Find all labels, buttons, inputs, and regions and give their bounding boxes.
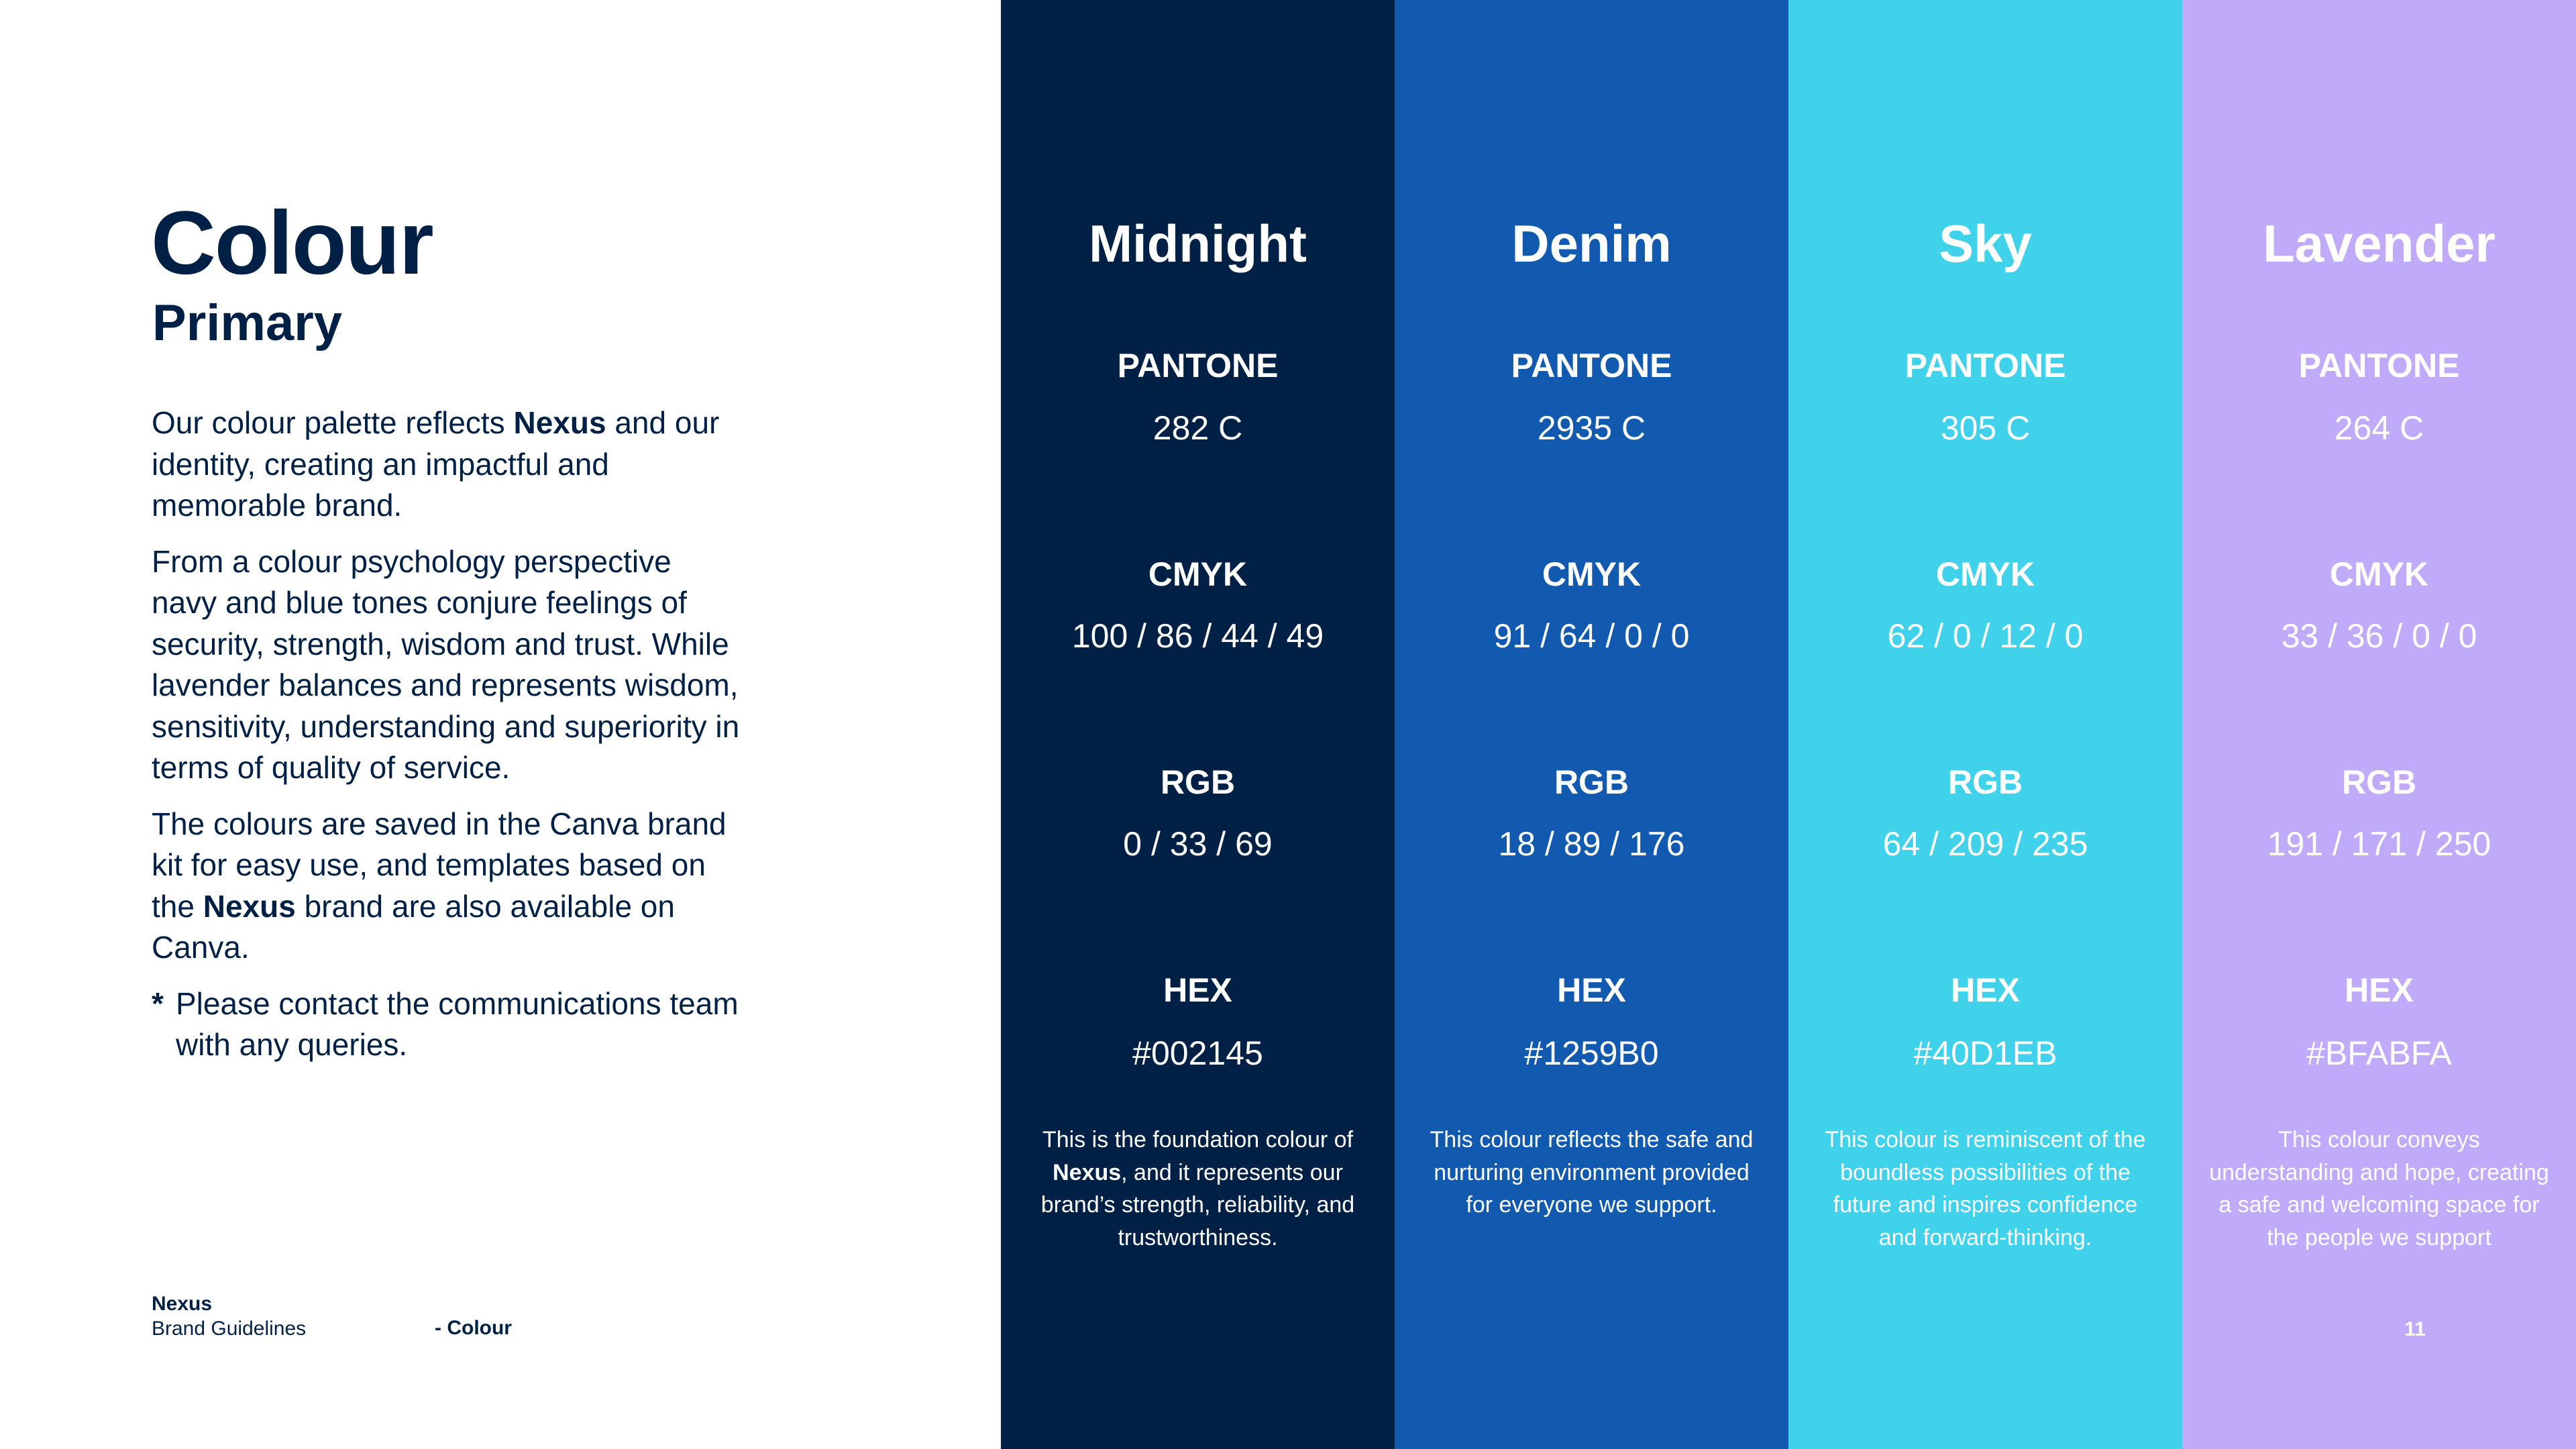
hex-label: HEX	[1557, 971, 1626, 1009]
rgb-value: 0 / 33 / 69	[1123, 825, 1273, 863]
cmyk-label: CMYK	[2329, 555, 2429, 593]
cmyk-label: CMYK	[1148, 555, 1248, 593]
footer-section-label: - Colour	[435, 1317, 512, 1339]
cmyk-value: 33 / 36 / 0 / 0	[2281, 617, 2477, 655]
pantone-label: PANTONE	[1117, 347, 1279, 384]
swatch-description	[1421, 1124, 1762, 1222]
intro-p1-start: Our colour palette reflects	[152, 405, 514, 440]
swatch-description	[1815, 1124, 2155, 1254]
swatch-description-brand: Nexus	[1053, 1159, 1122, 1185]
intro-panel	[0, 0, 1001, 1449]
page-subtitle: Primary	[152, 294, 343, 352]
hex-value: #BFABFA	[2306, 1034, 2452, 1072]
hex-value: #1259B0	[1524, 1034, 1659, 1072]
pantone-value: 2935 C	[1537, 409, 1646, 447]
swatch-description-end: , and it represents our brand’s strength, reliability, and trustworthiness.	[1040, 1159, 1355, 1250]
contact-note	[152, 983, 742, 1066]
rgb-label: RGB	[1160, 763, 1236, 801]
hex-label: HEX	[2345, 971, 2414, 1009]
swatch-denim	[1395, 0, 1788, 1449]
swatch-description-start: This colour reflects the safe and nurturing environment provided for everyone we support.	[1430, 1127, 1754, 1218]
cmyk-value: 62 / 0 / 12 / 0	[1887, 617, 2084, 655]
rgb-value: 64 / 209 / 235	[1882, 825, 2088, 863]
pantone-value: 282 C	[1152, 409, 1243, 447]
swatch-name: Midnight	[1089, 214, 1307, 273]
colour-swatches	[1001, 0, 2576, 1449]
hex-label: HEX	[1163, 971, 1232, 1009]
page-number: 11	[2404, 1318, 2426, 1340]
note-text: Please contact the communications team with any queries.	[176, 985, 739, 1062]
intro-p1-brand: Nexus	[513, 405, 606, 440]
rgb-label: RGB	[2341, 763, 2417, 801]
hex-label: HEX	[1951, 971, 2020, 1009]
footer-brand-subtitle: Brand Guidelines	[152, 1318, 307, 1340]
swatch-name: Denim	[1511, 214, 1672, 273]
swatch-description-start: This is the foundation colour of	[1042, 1127, 1354, 1152]
hex-value: #40D1EB	[1913, 1034, 2057, 1072]
swatch-name: Lavender	[2263, 214, 2496, 273]
pantone-value: 264 C	[2334, 409, 2424, 447]
rgb-value: 191 / 171 / 250	[2267, 825, 2491, 863]
pantone-label: PANTONE	[2298, 347, 2460, 384]
footer-brand-name: Nexus	[152, 1293, 213, 1315]
intro-paragraph-2: From a colour psychology perspective navy and blue tones conjure feelings of security, strength, wisdom and trust. While lavender balances and represents wisdom, sensitivity, understanding and superiority in terms of quality of service.	[152, 543, 740, 785]
intro-p3-brand: Nexus	[203, 888, 296, 924]
cmyk-value: 100 / 86 / 44 / 49	[1071, 617, 1324, 655]
intro-text	[152, 402, 742, 1066]
swatch-name: Sky	[1939, 214, 2032, 273]
swatch-lavender	[2182, 0, 2576, 1449]
footer-brand	[152, 1291, 306, 1341]
pantone-label: PANTONE	[1904, 347, 2066, 384]
intro-p3-end: brand are also available on Canva.	[152, 888, 675, 965]
pantone-value: 305 C	[1940, 409, 2031, 447]
swatch-sky	[1788, 0, 2182, 1449]
swatch-description-start: This colour conveys understanding and hope, creating a safe and welcoming space for the people we support	[2209, 1127, 2549, 1250]
page-title: Colour	[151, 193, 433, 293]
intro-paragraph-1	[152, 402, 742, 527]
note-asterisk: *	[152, 985, 164, 1021]
swatch-description	[1028, 1124, 1368, 1254]
rgb-label: RGB	[1554, 763, 1629, 801]
intro-p1-end: and our identity, creating an impactful and memorable brand.	[152, 405, 720, 523]
swatch-description-start: This colour is reminiscent of the boundless possibilities of the future and inspires confidence and forward-thinking.	[1825, 1127, 2146, 1250]
pantone-label: PANTONE	[1511, 347, 1672, 384]
cmyk-label: CMYK	[1542, 555, 1642, 593]
swatch-description	[2209, 1124, 2549, 1254]
swatch-midnight	[1001, 0, 1395, 1449]
hex-value: #002145	[1132, 1034, 1263, 1072]
cmyk-value: 91 / 64 / 0 / 0	[1493, 617, 1690, 655]
rgb-value: 18 / 89 / 176	[1498, 825, 1685, 863]
rgb-label: RGB	[1947, 763, 2023, 801]
intro-p3-start: The colours are saved in the Canva brand kit for easy use, and templates based on the	[152, 806, 727, 924]
cmyk-label: CMYK	[1935, 555, 2035, 593]
intro-paragraph-3	[152, 804, 742, 969]
